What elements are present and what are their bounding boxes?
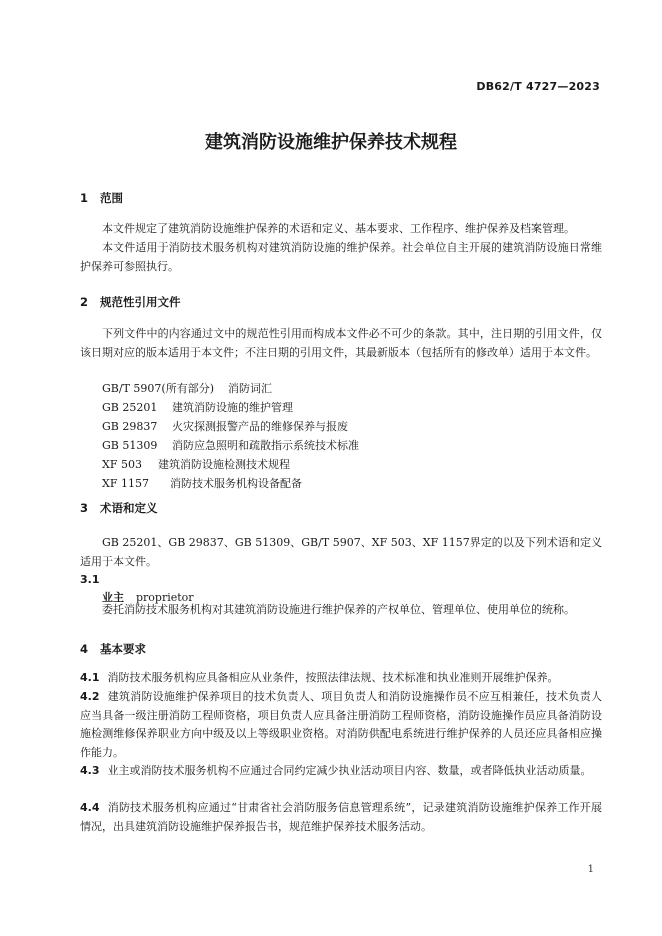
reference-code: XF 1157: [102, 477, 149, 490]
reference-code: GB 51309: [102, 439, 158, 452]
requirement-text: 消防技术服务机构应通过“甘肃省社会消防服务信息管理系统”，记录建筑消防设施维护保养工作开展情况，出具建筑消防设施维护保养报告书，规范维护保养技术服务活动。: [80, 801, 602, 833]
section-3-heading: [80, 500, 158, 516]
reference-item: [102, 380, 272, 399]
section-number: 1: [80, 191, 89, 205]
section-4-heading: [80, 641, 146, 657]
requirement-number: 4.4: [80, 801, 100, 814]
reference-name: 建筑消防设施检测技术规程: [158, 458, 290, 471]
term-definition: 委托消防技术服务机构对其建筑消防设施进行维护保养的产权单位、管理单位、使用单位的统称。: [102, 603, 575, 616]
document-title: 建筑消防设施维护保养技术规程: [205, 132, 457, 153]
requirement-item: [80, 669, 602, 688]
requirement-number: 4.2: [80, 690, 100, 703]
reference-name: 消防技术服务机构设备配备: [170, 477, 302, 490]
reference-item: [102, 437, 359, 456]
section-1-para-1: 本文件规定了建筑消防设施维护保养的术语和定义、基本要求、工作程序、维护保养及档案管理。: [102, 222, 575, 235]
reference-item: [102, 475, 302, 494]
requirement-item: [80, 688, 602, 762]
reference-name: 建筑消防设施的维护管理: [172, 401, 293, 414]
requirement-text: 建筑消防设施维护保养项目的技术负责人、项目负责人和消防设施操作员不应互相兼任，技术负责人应当具备一级注册消防工程师资格，项目负责人应具备注册消防工程师资格，消防设施操作员应具备消防设施检测维修保养职业方向中级及以上等级职业资格。对消防供配电系统进行维护保养的人员还应具备相应操作能力。: [80, 690, 602, 759]
reference-name: 消防词汇: [228, 382, 272, 395]
page-number: 1: [587, 864, 594, 875]
section-3-intro: GB 25201、GB 29837、GB 51309、GB/T 5907、XF 503、XF 1157界定的以及下列术语和定义适用于本文件。: [80, 536, 602, 568]
section-number: 2: [80, 295, 89, 309]
section-2-intro: 下列文件中的内容通过文中的规范性引用而构成本文件必不可少的条款。其中，注日期的引用文件，仅该日期对应的版本适用于本文件；不注日期的引用文件，其最新版本（包括所有的修改单）适用于本文件。: [80, 327, 602, 359]
section-title: 规范性引用文件: [100, 295, 181, 309]
requirement-text: 业主或消防技术服务机构不应通过合同约定减少执业活动项目内容、数量，或者降低执业活动质量。: [107, 764, 592, 777]
reference-code: GB 29837: [102, 420, 158, 433]
reference-code: XF 503: [102, 458, 142, 471]
section-title: 基本要求: [100, 642, 146, 656]
reference-item: [102, 456, 290, 475]
document-code: DB62/T 4727—2023: [476, 80, 600, 93]
requirement-number: 4.3: [80, 764, 100, 777]
term-english: proprietor: [136, 591, 194, 604]
reference-item: [102, 399, 293, 418]
reference-code: GB/T 5907(所有部分): [102, 382, 214, 395]
reference-code: GB 25201: [102, 401, 158, 414]
reference-item: [102, 418, 348, 437]
reference-name: 火灾探测报警产品的维修保养与报废: [172, 420, 348, 433]
reference-name: 消防应急照明和疏散指示系统技术标准: [172, 439, 359, 452]
section-1-heading: [80, 190, 123, 206]
requirement-item: [80, 762, 602, 781]
requirement-number: 4.1: [80, 671, 100, 684]
section-number: 4: [80, 642, 89, 656]
term-chinese: 业主: [102, 591, 124, 604]
section-number: 3: [80, 501, 89, 515]
requirement-text: 消防技术服务机构应具备相应从业条件，按照法律法规、技术标准和执业准则开展维护保养。: [107, 671, 559, 684]
section-title: 范围: [100, 191, 123, 205]
requirement-item: [80, 799, 602, 836]
section-title: 术语和定义: [100, 501, 158, 515]
section-2-heading: [80, 294, 181, 310]
clause-number: 3.1: [80, 573, 100, 586]
section-1-para-2: 本文件适用于消防技术服务机构对建筑消防设施的维护保养。社会单位自主开展的建筑消防设施日常维护保养可参照执行。: [80, 241, 602, 273]
